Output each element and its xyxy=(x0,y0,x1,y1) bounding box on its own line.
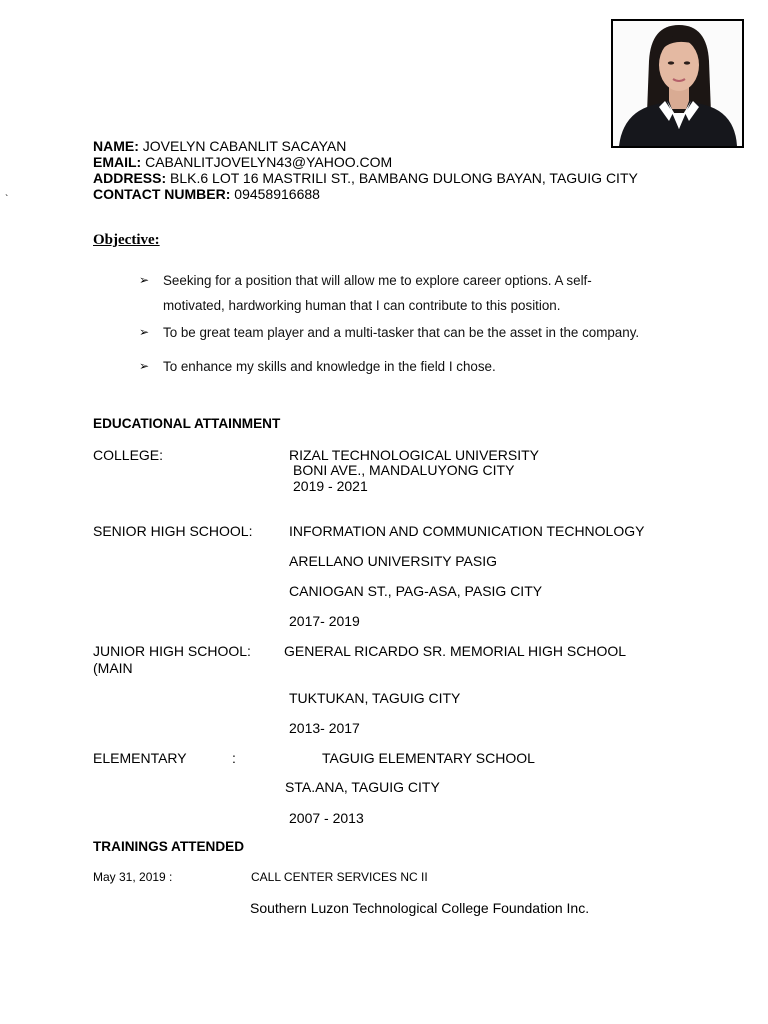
objective-item-2: To be great team player and a multi-tasker that can be the asset in the company. xyxy=(163,325,640,340)
college-years: 2019 - 2021 xyxy=(293,478,368,494)
objective-item-1: Seeking for a position that will allow me to explore career options. A self- xyxy=(163,273,592,288)
bullet-arrow-icon: ➢ xyxy=(139,325,150,339)
college-school: RIZAL TECHNOLOGICAL UNIVERSITY xyxy=(289,447,539,463)
elementary-school: TAGUIG ELEMENTARY SCHOOL xyxy=(322,750,535,766)
objective-item-1-cont: motivated, hardworking human that I can contribute to this position. xyxy=(163,298,561,313)
elementary-years: 2007 - 2013 xyxy=(289,810,364,826)
contact-number-label: CONTACT NUMBER: xyxy=(93,186,231,202)
address-label: ADDRESS: xyxy=(93,170,167,186)
objective-title: Objective: xyxy=(93,232,160,248)
trainings-title: TRAININGS ATTENDED xyxy=(93,839,245,854)
email-line xyxy=(93,154,392,170)
senior-high-strand: INFORMATION AND COMMUNICATION TECHNOLOGY xyxy=(289,523,645,539)
junior-high-school: GENERAL RICARDO SR. MEMORIAL HIGH SCHOOL xyxy=(284,643,627,659)
contact-number-value: 09458916688 xyxy=(234,186,320,202)
education-title: EDUCATIONAL ATTAINMENT xyxy=(93,416,281,431)
college-label: COLLEGE: xyxy=(93,447,164,463)
stray-mark: ` xyxy=(5,194,9,205)
junior-high-label-cont: (MAIN xyxy=(93,660,133,676)
email-value: CABANLITJOVELYN43@YAHOO.COM xyxy=(145,154,393,170)
senior-high-label: SENIOR HIGH SCHOOL: xyxy=(93,523,253,539)
profile-photo-image xyxy=(613,21,742,146)
junior-high-label: JUNIOR HIGH SCHOOL: xyxy=(93,643,251,659)
objective-item-3: To enhance my skills and knowledge in the field I chose. xyxy=(163,359,496,374)
senior-high-address: CANIOGAN ST., PAG-ASA, PASIG CITY xyxy=(289,583,543,599)
senior-high-school: ARELLANO UNIVERSITY PASIG xyxy=(289,553,497,569)
bullet-arrow-icon: ➢ xyxy=(139,273,150,287)
junior-high-address: TUKTUKAN, TAGUIG CITY xyxy=(289,690,461,706)
name-label: NAME: xyxy=(93,138,139,154)
training-date: May 31, 2019 : xyxy=(93,870,173,884)
senior-high-years: 2017- 2019 xyxy=(289,613,360,629)
contact-number-line xyxy=(93,186,320,202)
training-provider: Southern Luzon Technological College Foundation Inc. xyxy=(250,900,590,916)
name-value: JOVELYN CABANLIT SACAYAN xyxy=(142,138,347,154)
elementary-label: ELEMENTARY xyxy=(93,750,187,766)
elementary-colon: : xyxy=(232,750,236,766)
name-line xyxy=(93,138,346,154)
profile-photo xyxy=(611,19,744,148)
email-label: EMAIL: xyxy=(93,154,142,170)
address-line xyxy=(93,170,638,186)
bullet-arrow-icon: ➢ xyxy=(139,359,150,373)
elementary-address: STA.ANA, TAGUIG CITY xyxy=(285,779,440,795)
address-value: BLK.6 LOT 16 MASTRILI ST., BAMBANG DULONG BAYAN, TAGUIG CITY xyxy=(170,170,638,186)
training-course: CALL CENTER SERVICES NC II xyxy=(251,870,428,884)
junior-high-years: 2013- 2017 xyxy=(289,720,360,736)
college-address: BONI AVE., MANDALUYONG CITY xyxy=(293,462,515,478)
